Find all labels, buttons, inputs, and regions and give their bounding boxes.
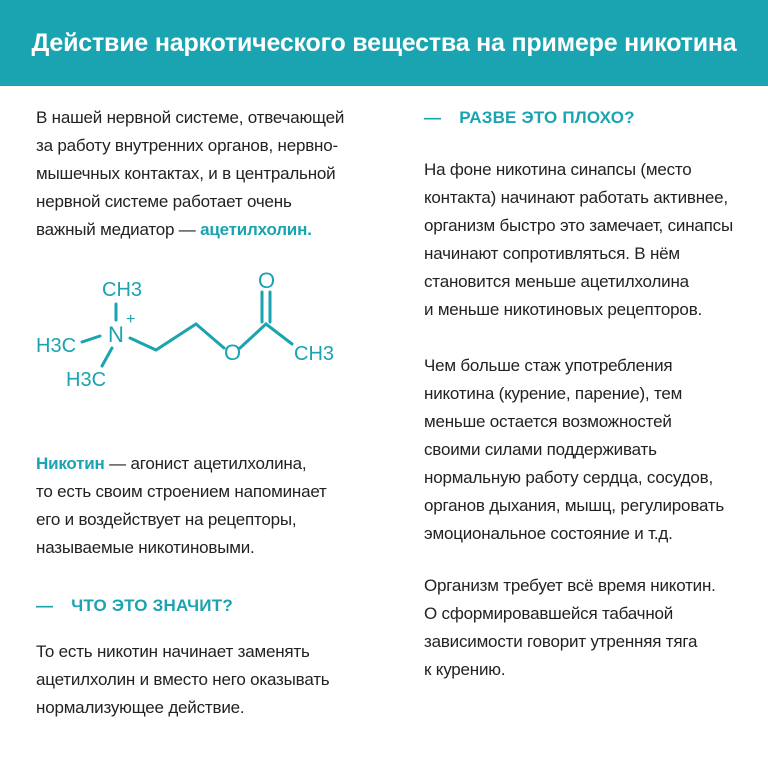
bond-line [102, 348, 112, 366]
text-line: никотина (курение, парение), тем [424, 384, 683, 403]
heading-text: ЧТО ЭТО ЗНАЧИТ? [71, 596, 233, 615]
text-line: Чем больше стаж употребления [424, 356, 673, 375]
text-line: зависимости говорит утренняя тяга [424, 632, 698, 651]
dependence-paragraph [424, 572, 744, 684]
usage-paragraph [424, 352, 744, 548]
text-line: То есть никотин начинает заменять [36, 642, 310, 661]
text-line: В нашей нервной системе, отвечающей [36, 108, 345, 127]
left-column [36, 104, 376, 244]
right-column [424, 108, 744, 684]
nicotine-section [36, 450, 376, 562]
section-heading [36, 596, 376, 616]
text-line: становится меньше ацетилхолина [424, 272, 689, 291]
text-line: начинают сопротивляться. В нём [424, 244, 680, 263]
text-line: то есть своим строением напоминает [36, 482, 327, 501]
positive-charge-label: + [126, 311, 136, 328]
nicotine-term: Никотин [36, 454, 105, 473]
bond-chain [130, 324, 224, 350]
intro-paragraph [36, 104, 376, 244]
ch3-top-label: CH3 [102, 279, 143, 301]
text-line: его и воздействует на рецепторы, [36, 510, 297, 529]
text-line: меньше остается возможностей [424, 412, 672, 431]
synapse-paragraph [424, 156, 744, 324]
h3c-bottom-label: H3C [66, 369, 107, 391]
text-line: Организм требует всё время никотин. [424, 576, 716, 595]
text-line: органов дыхания, мышц, регулировать [424, 496, 725, 515]
header-banner [0, 0, 768, 86]
bond-line [82, 336, 100, 342]
text-line: На фоне никотина синапсы (место [424, 160, 692, 179]
text-line: мышечных контактах, и в центральной [36, 164, 336, 183]
nitrogen-label: N [108, 322, 124, 347]
text-line: ацетилхолин и вместо него оказывать [36, 670, 330, 689]
text-line: называемые никотиновыми. [36, 538, 255, 557]
bond-chain [240, 324, 292, 348]
meaning-section [36, 596, 376, 722]
h3c-left-label: H3C [36, 335, 77, 357]
heading-text: РАЗВЕ ЭТО ПЛОХО? [459, 108, 635, 127]
text-fragment: важный медиатор — [36, 220, 201, 239]
text-line: О сформировавшейся табачной [424, 604, 674, 623]
nicotine-paragraph [36, 450, 376, 562]
acetylcholine-structure-diagram [30, 268, 360, 398]
carbonyl-oxygen-label: O [258, 268, 276, 293]
text-line: своими силами поддерживать [424, 440, 657, 459]
page-title: Действие наркотического вещества на примере никотина [31, 28, 737, 57]
text-line: нервной системе работает очень [36, 192, 292, 211]
heading-dash: — [36, 596, 54, 615]
meaning-paragraph [36, 638, 376, 722]
text-line: нормализующее действие. [36, 698, 245, 717]
acetylcholine-highlight: ацетилхолин. [200, 220, 312, 239]
text-fragment: — агонист ацетилхолина, [104, 454, 307, 473]
text-line: организм быстро это замечает, синапсы [424, 216, 733, 235]
text-line: нормальную работу сердца, сосудов, [424, 468, 713, 487]
section-heading [424, 108, 744, 128]
text-line: эмоциональное состояние и т.д. [424, 524, 673, 543]
text-line [36, 450, 376, 478]
heading-dash: — [424, 108, 442, 127]
text-line [36, 216, 376, 244]
ester-oxygen-label: O [224, 340, 242, 365]
ch3-right-label: CH3 [294, 343, 335, 365]
text-line: контакта) начинают работать активнее, [424, 188, 728, 207]
text-line: к курению. [424, 660, 506, 679]
text-line: и меньше никотиновых рецепторов. [424, 300, 703, 319]
text-line: за работу внутренних органов, нервно- [36, 136, 338, 155]
